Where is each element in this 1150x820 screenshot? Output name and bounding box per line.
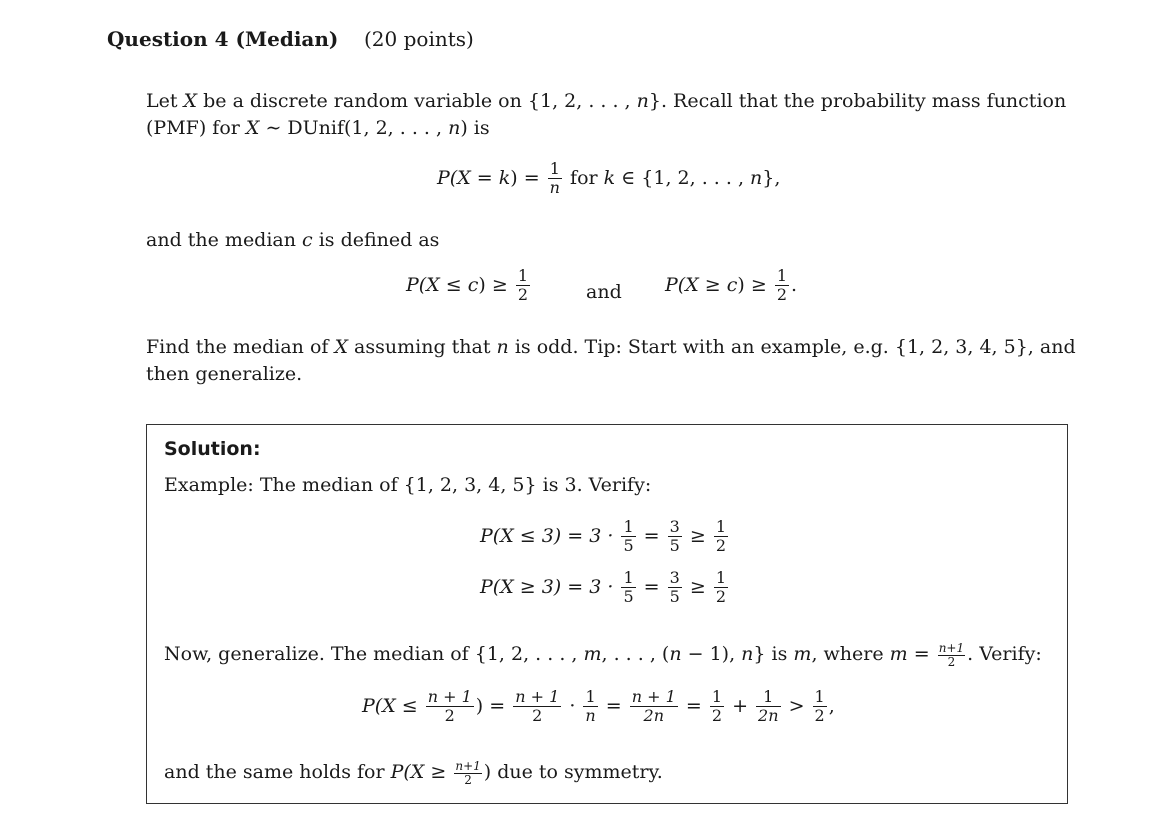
median-intro: and the median c is defined as (146, 229, 440, 251)
generalize-line: Now, generalize. The median of {1, 2, . . . , m, . . . , (n − 1), n} is m, where m = $\frac{n+1}{2}$ . Verify: (164, 641, 1042, 669)
general-equation: P(X ≤ $\frac{n + 1}{2}$ ) = $\frac{n + 1}{2}$ · $\frac{1}{n}$ = $\frac{n + 1}{2n}$ = $\frac{1}{2}$ + $\frac{1}{2n}$ > $\frac{1}{2}$ , (362, 687, 835, 726)
pmf-fraction: $\frac{1}{n}$ (549, 159, 560, 198)
example-eq-ge: P(X ≥ 3) = 3 · $\frac{1}{5}$ = $\frac{3}{5}$ ≥ $\frac{1}{2}$ (480, 568, 727, 607)
find-line-2: then generalize. (146, 363, 303, 385)
median-def-and: and (586, 281, 622, 303)
closing-line: and the same holds for P(X ≥ $\frac{n+1}{2}$ ) due to symmetry. (164, 759, 663, 787)
median-def-right: P(X ≥ c) ≥ $\frac{1}{2}$ . (665, 266, 798, 305)
median-def-left: P(X ≤ c) ≥ $\frac{1}{2}$ (406, 266, 528, 305)
solution-heading: Solution: (164, 438, 261, 460)
pmf-equation: P(X = k) = $\frac{1}{n}$ for k ∈ {1, 2, . . . , n}, (437, 159, 781, 198)
example-eq-le: P(X ≤ 3) = 3 · $\frac{1}{5}$ = $\frac{3}{5}$ ≥ $\frac{1}{2}$ (480, 517, 727, 556)
question-title: Question 4 (Median) (107, 27, 339, 51)
solution-example: Example: The median of {1, 2, 3, 4, 5} is 3. Verify: (164, 474, 652, 496)
intro-line-2: (PMF) for X ∼ DUnif(1, 2, . . . , n) is (146, 117, 490, 139)
question-points: (20 points) (364, 27, 474, 51)
find-line-1: Find the median of X assuming that n is odd. Tip: Start with an example, e.g. {1, 2, 3, 4, 5}, and (146, 336, 1076, 358)
intro-line-1: Let X be a discrete random variable on {1, 2, . . . , n}. Recall that the probability mass function (146, 90, 1067, 112)
